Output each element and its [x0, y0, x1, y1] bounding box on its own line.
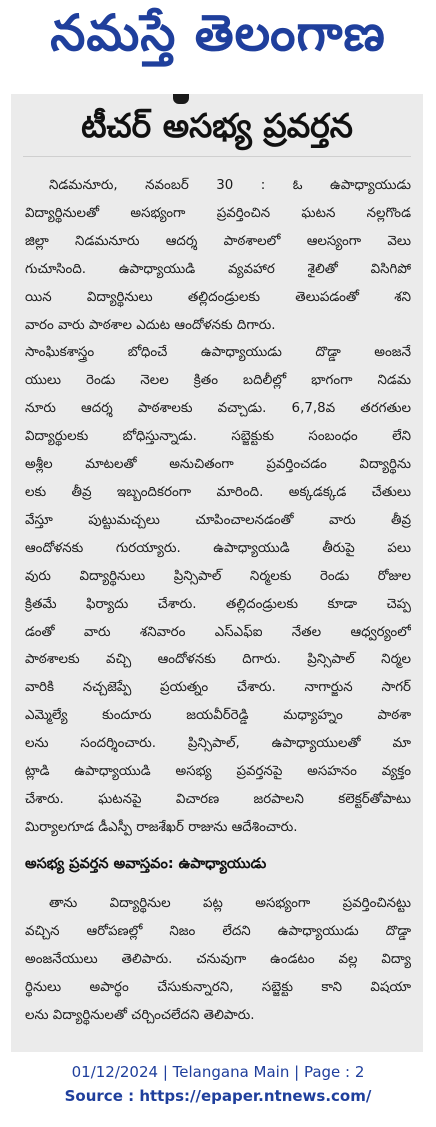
- text-line: గుచూసింది. ఉపాధ్యాయుడి వ్యవహార శైలితో విసిగిపో: [25, 261, 411, 277]
- divider: [23, 156, 411, 157]
- text-line: లకు తీవ్ర ఇబ్బందికరంగా మారింది. అక్కడక్కడ చేతులు: [25, 484, 411, 500]
- text-line: లను సందర్శించారు. ప్రిన్సిపాల్, ఉపాధ్యాయులతో మా: [25, 736, 411, 752]
- text-line: ర్థినులు అపార్థం చేసుకున్నారని, సబ్జెక్టు కాని విషయా: [25, 979, 411, 995]
- text-line: యులు రెండు నెలల క్రితం బదిలీల్లో భాగంగా నిడమ: [25, 373, 411, 389]
- masthead: [0, 0, 436, 78]
- text-line: లను విద్యార్థినులతో చర్చించలేదని తెలిపారు.: [25, 1007, 255, 1023]
- text-line: మిర్యాలగూడ డీఎస్పీ రాజశేఖర్ రాజును ఆదేశించారు.: [25, 819, 298, 835]
- article-subhead: అసభ్య ప్రవర్తన అవాస్తవం: ఉపాధ్యాయుడు: [25, 856, 267, 872]
- page-footer: [0, 1060, 436, 1108]
- text-line: వచ్చిన ఆరోపణల్లో నిజం లేదని ఉపాధ్యాయుడు దొడ్డా: [25, 923, 411, 939]
- text-line: వారికి నచ్చజెప్పే ప్రయత్నం చేశారు. నాగార్జున సాగర్: [25, 680, 411, 696]
- text-line: ట్లాడి ఉపాధ్యాయుడి అసభ్య ప్రవర్తనపై అసహనం వ్యక్తం: [25, 764, 411, 780]
- text-line: వురు విద్యార్థినులు ప్రిన్సిపాల్ నిర్మలకు రెండు రోజుల: [25, 568, 411, 584]
- text-line: జిల్లా నిడమనూరు ఆదర్శ పాఠశాలలో ఆలస్యంగా వెలు: [25, 233, 411, 249]
- text-line: ఎమ్మెల్యే కుందూరు జయవీర్‌రెడ్డి మధ్యాహ్నం పాఠశా: [25, 708, 411, 724]
- text-line: అంజనేయులు తెలిపారు. చనువుగా ఉండటం వల్ల విద్యా: [25, 951, 411, 967]
- text-line: నూరు ఆదర్శ పాఠశాలకు వచ్చాడు. 6,7,8వ తరగతుల: [25, 401, 411, 417]
- newspaper-logo: నమస్తే తెలంగాణ: [50, 3, 386, 62]
- text-line: విద్యార్థినులతో అసభ్యంగా ప్రవర్తించిన ఘటన నల్లగొండ: [25, 205, 411, 221]
- article-headline: టీచర్ అసభ్య ప్రవర్తన: [81, 106, 353, 145]
- text-line: నిడమనూరు, నవంబర్ 30 : ఓ ఉపాధ్యాయుడు: [49, 178, 411, 193]
- text-line: అశ్లీల మాటలతో అనుచితంగా ప్రవర్తించడం విద్యార్థిను: [25, 457, 411, 473]
- edition-info: 01/12/2024 | Telangana Main | Page : 2: [71, 1063, 365, 1081]
- cropped-glyph-mark: [173, 94, 189, 104]
- text-line: తాను విద్యార్థినుల పట్ల అసభ్యంగా ప్రవర్తించినట్టు: [49, 896, 411, 911]
- text-line: విద్యార్థులకు బోధిస్తున్నాడు. సబ్జెక్టుకు సంబంధం లేని: [25, 429, 411, 445]
- text-line: యిన విద్యార్థినులు తల్లిదండ్రులకు తెలుపడంతో శని: [25, 289, 411, 305]
- text-line: డంతో వారు శనివారం ఎస్ఎఫ్ఐ నేతల ఆధ్వర్యంలో: [25, 624, 411, 640]
- text-line: చేశారు. ఘటనపై విచారణ జరపాలని కలెక్టర్‌తోపాటు: [25, 791, 411, 807]
- text-line: ఆందోళనకు గురయ్యారు. ఉపాధ్యాయుడి తీరుపై పలు: [25, 540, 411, 556]
- text-line: సాంఘికశాస్త్రం బోధించే ఉపాధ్యాయుడు దొడ్డా అంజనే: [25, 345, 411, 361]
- text-line: వారం వారు పాఠశాల ఎదుట ఆందోళనకు దిగారు.: [25, 317, 276, 333]
- article-body-continued: [25, 890, 411, 1030]
- text-line: పాఠశాలకు వచ్చి ఆందోళనకు దిగారు. ప్రిన్సిపాల్ నిర్మల: [25, 652, 411, 668]
- article-clipping: [11, 94, 423, 1052]
- text-line: క్రితమే ఫిర్యాదు చేశారు. తల్లిదండ్రులకు కూడా చెప్ప: [25, 596, 411, 612]
- source-link[interactable]: Source : https://epaper.ntnews.com/: [64, 1087, 372, 1105]
- text-line: వేస్తూ పుట్టుమచ్చలు చూపించాలనడంతో వారు తీవ్ర: [25, 512, 411, 528]
- article-body: [25, 172, 411, 842]
